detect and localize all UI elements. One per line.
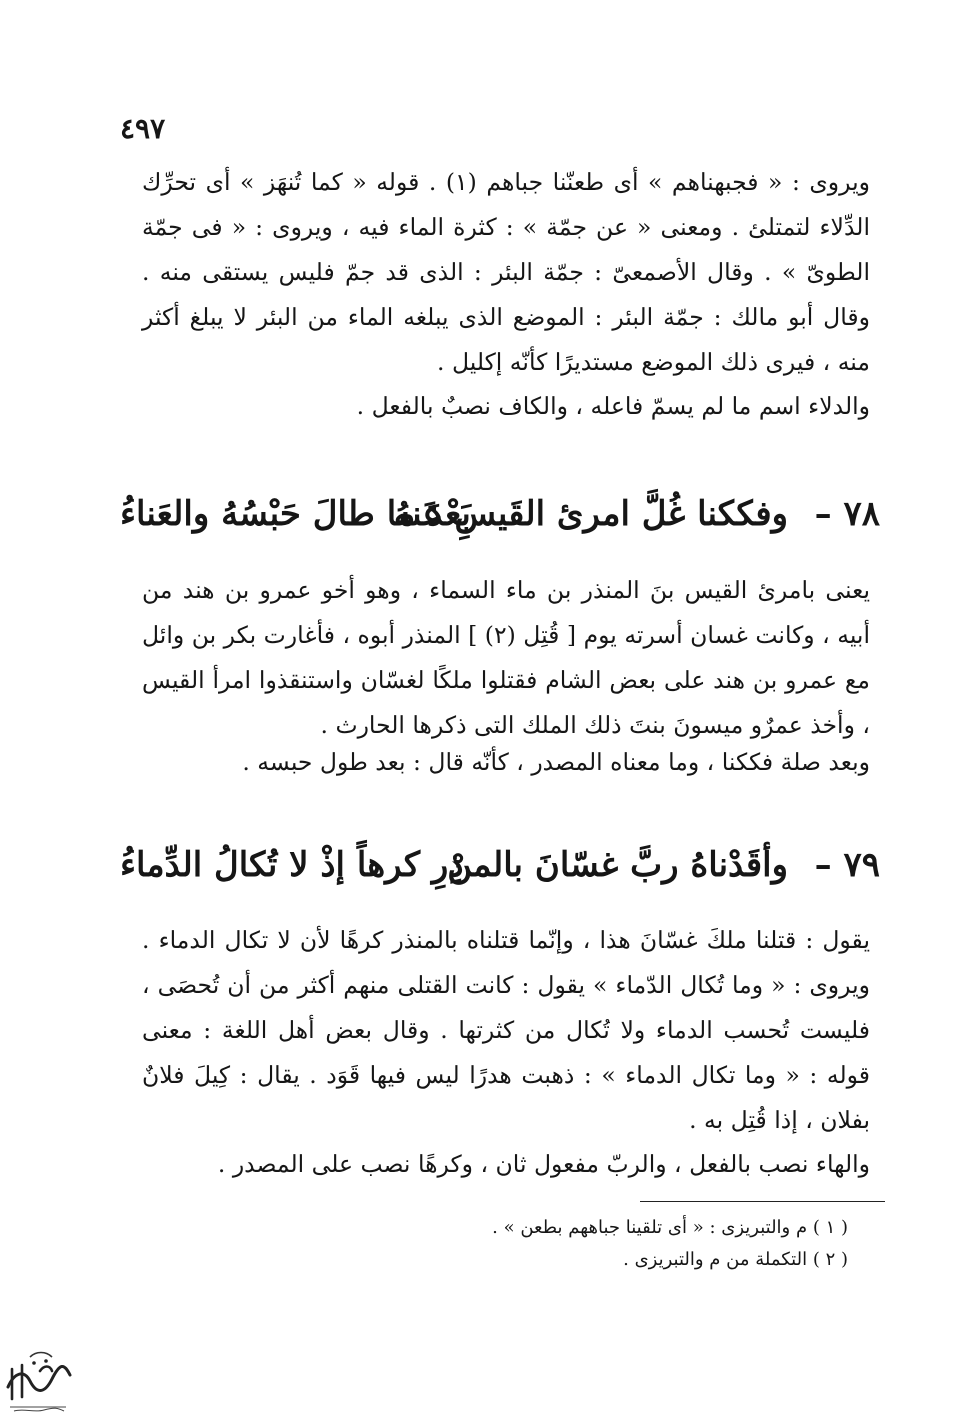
footnote-divider — [640, 1201, 885, 1202]
verse-78 — [120, 494, 880, 554]
commentary-paragraph-5: يقول : قتلنا ملكَ غسّانَ هذا ، وإنّما قتلناه بالمنذر كرهًا لأن لا تكال الدماء . ويروى : « وما تُكال الدّماء » يقول : كانت القتلى منهم أكثر من أن تُحصَى ، فليست تُحسب الدماء ولا تُكال من كثرتها . وقال بعض أهل اللغة : معنى قوله : « وما تكال الدماء » : ذهبت هدرًا ليس فيها قَوَد . يقال : كِيلَ فلانٌ بفلان ، إذا قُتِل به . — [142, 926, 870, 1134]
commentary-paragraph-3: يعنى بامرئ القيس بنَ المنذر بن ماء السماء ، وهو أخو عمرو بن هند من أبيه ، وكانت غسان أسرته يوم [ قُتِل (٢) ] المنذر أبوه ، فأغارت بكر بن وائل مع عمرو بن هند على بعض الشام فقتلوا ملكًا لغسّان واستنقذوا امرأ القيس ، وأخذ عمرٌو ميسونَ بنتَ ذلك الملك التى ذكرها الحارث . — [142, 576, 870, 739]
commentary-paragraph-4: وبعد صلة فككنا ، وما معناه المصدر ، كأنّه قال : بعد طول حبسه . — [242, 748, 870, 776]
verse-number: ٧٨ – — [814, 494, 880, 534]
page-number: ٤٩٧ — [120, 112, 166, 145]
commentary-paragraph-2: والدلاء اسم ما لم يسمّ فاعله ، والكاف نصبٌ بالفعل . — [356, 392, 870, 420]
verse-79 — [120, 845, 880, 905]
commentary-paragraph-1: ويروى : « فجبهناهم » أى طعنّنا جباهم (١) . قوله « كما تُنهَز » أى تحرِّك الدِّلاء لتمتلئ . ومعنى « عن جمّة » : كثرة الماء فيه ، ويروى : « فى جمّة الطوىّ » . وقال الأصمعىّ : جمّة البئر : الذى قد جمّ فليس يستقى منه . وقال أبو مالك : جمّة البئر : الموضع الذى يبلغه الماء من البئر لا يبلغ أكثر منه ، فيرى ذلك الموضع مستديرًا كأنّه إكليل . — [142, 168, 870, 376]
verse-first-hemistich: وأقَدْناهُ ربَّ غسّانَ بالمنْ — [447, 845, 788, 885]
verse-first-hemistich: وفككنا غُلَّ امرئ القَيسِ عَنهُ — [393, 494, 788, 534]
verse-number: ٧٩ – — [814, 845, 880, 885]
footnote-1: ( ١ ) م والتبريزى : « أى تلقينا جباههم بطعن » . — [492, 1217, 848, 1238]
library-stamp-logo — [0, 1335, 76, 1415]
verse-second-hemistich: ذِرِ كرهاً إذْ لا تُكالُ الدِّماءُ — [120, 845, 464, 885]
commentary-paragraph-6: والهاء نصب بالفعل ، والربّ مفعول ثان ، وكرهًا نصب على المصدر . — [217, 1150, 870, 1178]
verse-second-hemistich: بَعْدَ ما طالَ حَبْسُهُ والعَناءُ — [120, 494, 471, 534]
footnote-2: ( ٢ ) التكملة من م والتبريزى . — [623, 1249, 848, 1270]
